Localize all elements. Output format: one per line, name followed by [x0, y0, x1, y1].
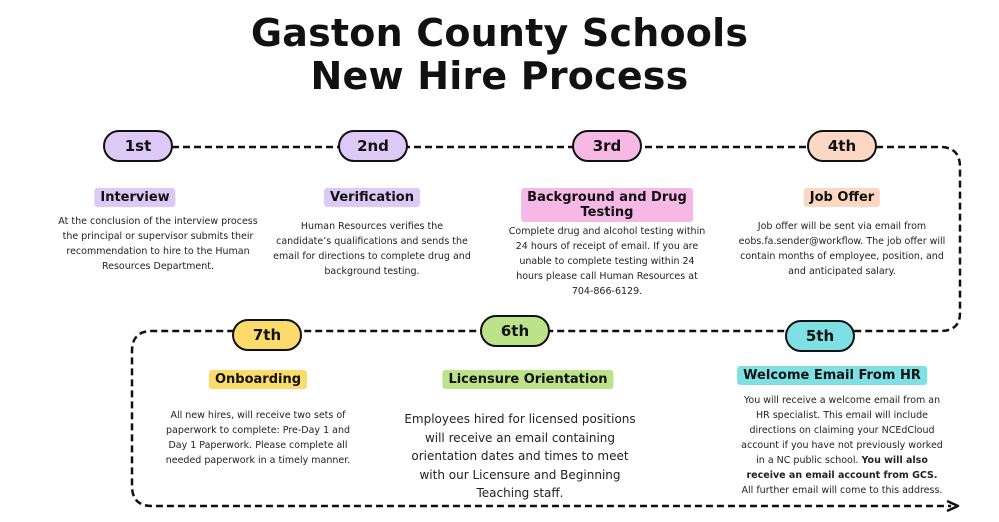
step-2-title: Verification: [324, 188, 420, 207]
step-2-number-badge: 2nd: [338, 130, 408, 162]
step-3-title: [521, 188, 693, 222]
step-4-description: Job offer will be sent via email from eobs.fa.sender@workflow. The job offer will contain months of employee, position, and and anticipated salary.: [738, 221, 946, 277]
step-5-number-badge: 5th: [785, 320, 855, 352]
step-3-title-line-1: Background and Drug: [527, 190, 687, 205]
step-4-number-badge: 4th: [807, 130, 877, 162]
step-7-number-badge: 7th: [232, 319, 302, 351]
step-1-description: At the conclusion of the interview process the principal or supervisor submits their recommendation to hire to the Human Resources Department.: [58, 216, 258, 272]
page-title-line-2: New Hire Process: [310, 54, 689, 98]
step-3-title-line-2: Testing: [580, 205, 634, 220]
step-5-description-part-1: You will receive a welcome email from an HR specialist. This email will include directions on claiming your NCEdCloud account if you have not previously worked in a NC public school.: [741, 395, 943, 466]
step-3-number-badge: 3rd: [572, 130, 642, 162]
step-2-description: Human Resources verifies the candidate’s qualifications and sends the email for directions to complete drug and background testing.: [273, 221, 471, 277]
step-5-description: [740, 393, 945, 498]
step-6-description: Employees hired for licensed positions will receive an email containing orientation dates and times to meet with our Licensure and Beginning Teaching staff.: [404, 412, 636, 500]
step-5-title: Welcome Email From HR: [737, 366, 927, 385]
step-7-description: All new hires, will receive two sets of paperwork to complete: Pre-Day 1 and Day 1 Paperwork. Please complete all needed paperwork in a timely manner.: [165, 410, 351, 466]
step-3-description: Complete drug and alcohol testing within 24 hours of receipt of email. If you are unable to complete testing within 24 hours please call Human Resources at 704-866-6129.: [508, 226, 706, 297]
step-4-title: Job Offer: [804, 188, 880, 207]
step-6-title: Licensure Orientation: [442, 370, 613, 389]
step-7-title: Onboarding: [209, 370, 307, 389]
step-6-number-badge: 6th: [480, 315, 550, 347]
step-1-number-badge: 1st: [103, 130, 173, 162]
step-1-title: Interview: [94, 188, 175, 207]
step-5-description-part-2: All further email will come to this address.: [741, 485, 943, 496]
step-5-description-bold: You will also receive an email account from GCS.: [746, 455, 938, 481]
page-title-line-1: Gaston County Schools: [250, 11, 749, 55]
